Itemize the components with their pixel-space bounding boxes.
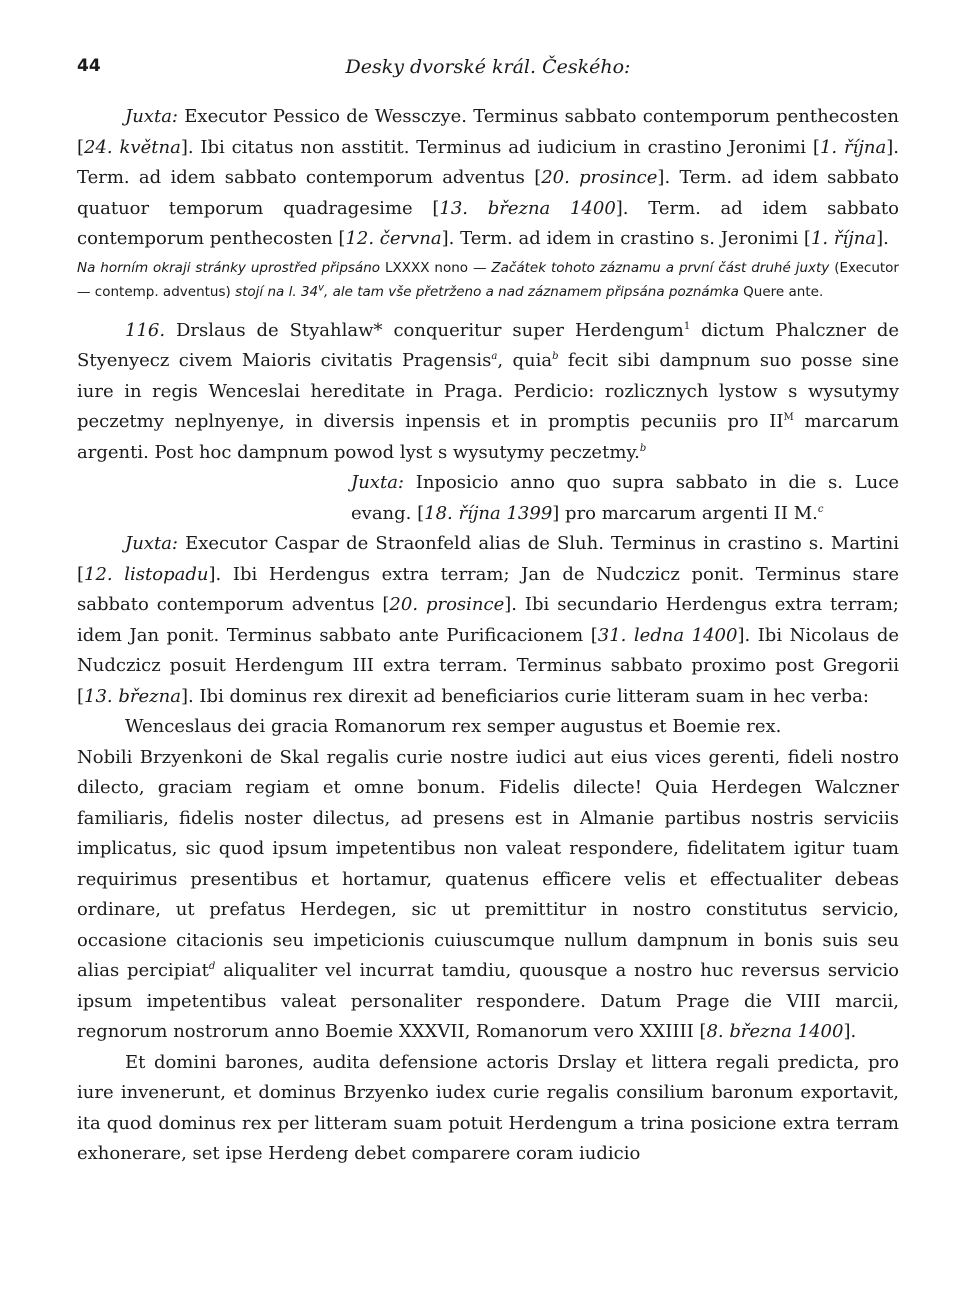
note-text: (Executor — contemp. adventus) xyxy=(77,259,899,300)
text-run: aliqualiter vel incurrat tamdiu, quousque a nostro huc reversus servicio ipsum impetentibus valeat personaliter respondere. Datum Prage die VIII marcii, regnorum nostrorum anno Boemie XXXVII, Romanorum vero XXIIII [ xyxy=(77,960,899,1042)
text-run: ]. Ibi Nicolaus de Nudczicz posuit Herdengum III extra terram. Terminus sabbato proximo post Gregorii [ xyxy=(77,624,900,707)
date-gloss: 8. března 1400 xyxy=(706,1021,844,1042)
paragraph-juxta-inposicio xyxy=(351,468,899,529)
text-run: fecit sibi dampnum suo posse sine iure in regis Wenceslai hereditate in Praga. Perdicio: rozlicznych lystow s wysutymy peczetmy neplnyenye, in diversis inpensis et in promptis pecuniis pro II xyxy=(77,350,899,432)
text-run: ]. Term. ad idem in crastino s. Jeronimi [ xyxy=(441,228,811,249)
juxta-label: Juxta: xyxy=(125,533,178,554)
superscript: M xyxy=(783,412,794,423)
note-italic: stojí na l. 34 xyxy=(235,283,319,300)
text-run: ]. Term. ad idem sabbato quatuor temporum quadragesime [ xyxy=(77,167,899,219)
date-gloss: 12. listopadu xyxy=(84,563,209,585)
text-run: ]. Ibi secundario Herdengus extra terram; idem Jan ponit. Terminus sabbato ante Purificacionem [ xyxy=(77,594,899,646)
footnote-marker: c xyxy=(817,503,824,515)
editorial-note xyxy=(77,256,899,304)
text-run: ]. Term. ad idem sabbato contemporum penthecosten [ xyxy=(77,197,899,249)
footnote-marker: b xyxy=(552,351,559,362)
text-run: Inposicio anno quo supra sabbato in die s. Luce evang. [ xyxy=(351,472,899,524)
footnote-marker: a xyxy=(491,351,498,362)
paragraph-juxta-caspar xyxy=(77,529,899,712)
text-run: ]. Ibi Herdengus extra terram; Jan de Nudczicz ponit. Terminus stare sabbato contemporum adventus [ xyxy=(77,563,899,615)
date-gloss: 20. prosince xyxy=(389,594,505,615)
entry-number: 116. xyxy=(125,319,166,341)
paragraph-letter-intitulatio xyxy=(77,712,899,743)
text-run: ] pro marcarum argenti II M. xyxy=(552,502,818,524)
text-run: Et domini barones, audita defensione actoris Drslay et littera regali predicta, pro iure invenerunt, et dominus Brzyenko iudex curie regalis consilium baronum exportavit, ita quod dominus rex per litteram suam potuit Herdengum a trina posicione extra terram exhonerare, set ipse Herdeng debet comparere coram iudicio xyxy=(77,1051,899,1164)
text-run: ]. Ibi citatus non asstitit. Terminus ad iudicium in crastino Jeronimi [ xyxy=(180,136,820,158)
date-gloss: 24. května xyxy=(84,136,181,158)
date-gloss: 20. prosince xyxy=(541,167,658,188)
text-run: Executor Caspar de Straonfeld alias de Sluh. Terminus in crastino s. Martini [ xyxy=(77,533,899,585)
paragraph-juxta-pessico xyxy=(77,102,899,255)
paragraph-barones xyxy=(77,1048,899,1170)
juxta-label: Juxta: xyxy=(351,472,404,493)
text-run: Wenceslaus dei gracia Romanorum rex semper augustus et Boemie rex. xyxy=(125,716,782,737)
note-italic: , ale tam vše přetrženo a nad záznamem připsána poznámka xyxy=(324,283,739,300)
page-body xyxy=(77,102,899,1170)
page-number: 44 xyxy=(77,56,101,76)
footnote-marker: 1 xyxy=(683,320,691,332)
text-run: , quia xyxy=(497,350,553,371)
note-italic: Na horním okraji stránky uprostřed připsáno xyxy=(77,259,381,276)
note-italic: Začátek tohoto záznamu a první část druhé juxty xyxy=(491,259,830,276)
note-superscript: v xyxy=(318,282,325,293)
note-text: LXXXX nono — xyxy=(380,259,492,276)
running-title: Desky dvorské král. Českého: xyxy=(345,56,631,78)
paragraph-entry-116 xyxy=(77,316,899,469)
text-run: ]. xyxy=(843,1021,857,1042)
date-gloss: 18. října 1399 xyxy=(424,502,553,524)
text-run: ]. xyxy=(876,228,889,249)
text-run: marcarum argenti. Post hoc dampnum powod lyst s wysutymy peczetmy. xyxy=(77,411,899,463)
note-text: Quere ante. xyxy=(738,283,824,300)
date-gloss: 12. června xyxy=(345,228,442,249)
text-run: Nobili Brzyenkoni de Skal regalis curie nostre iudici aut eius vices gerenti, fideli nostro dilecto, graciam regiam et omne bonum. Fidelis dilecte! Quia Herdegen Walczner familiaris, fidelis noster dilectus, ad presens est in Almanie partibus nostris serviciis implicatus, sic quod ipsum impetentibus non valeat respondere, fidelitatem igitur tuam requirimus presentibus et hortamur, quatenus efficere velis et effectualiter debeas ordinare, ut prefatus Herdegen, sic ut premittitur in nostro constitutus servicio, occasione citacionis seu impeticionis cuiuscumque nullum dampnum in bonis suis seu alias percipiat xyxy=(77,746,899,981)
text-run: Executor Pessico de Wessczye. Terminus sabbato contemporum penthecosten [ xyxy=(77,106,899,158)
date-gloss: 13. března xyxy=(84,685,181,707)
text-run: ]. Term. ad idem sabbato contemporum adventus [ xyxy=(77,136,899,188)
running-header xyxy=(77,56,899,86)
date-gloss: 1. října xyxy=(819,136,887,158)
paragraph-royal-letter xyxy=(77,743,899,1048)
text-run: Drslaus de Styahlaw* conqueritur super Herdengum xyxy=(165,319,684,341)
footnote-marker: d xyxy=(208,961,216,972)
footnote-marker: b xyxy=(639,442,647,454)
date-gloss: 13. března 1400 xyxy=(439,197,616,219)
juxta-label: Juxta: xyxy=(125,106,178,127)
date-gloss: 1. října xyxy=(810,228,877,249)
date-gloss: 31. ledna 1400 xyxy=(597,624,738,646)
text-run: dictum Phalczner de Styenyecz civem Maioris civitatis Pragensis xyxy=(77,319,900,371)
text-run: ]. Ibi dominus rex direxit ad beneficiarios curie litteram suam in hec verba: xyxy=(180,685,869,707)
